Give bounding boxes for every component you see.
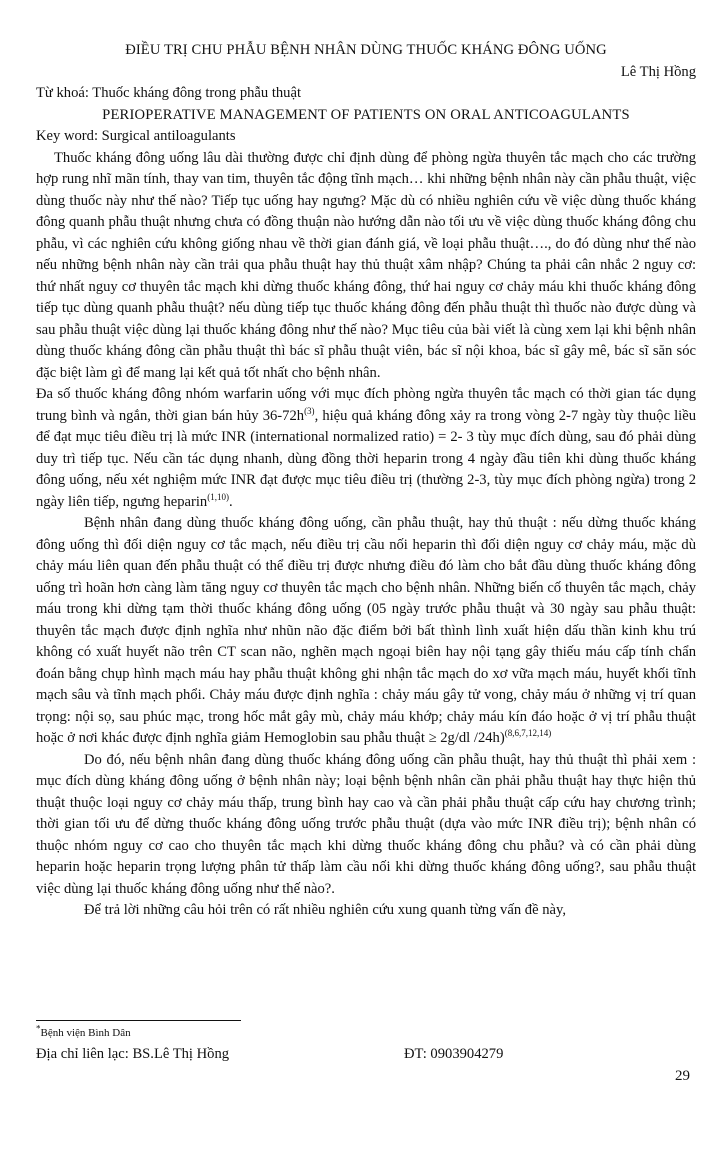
page-number: 29 (675, 1068, 690, 1084)
paragraph-warfarin-end: . (228, 493, 233, 510)
footnote-divider (36, 1020, 241, 1021)
citation-3: (3) (304, 405, 315, 416)
keywords-english: Key word: Surgical antiloagulants (36, 128, 236, 144)
contact-address: Địa chỉ liên lạc: BS.Lê Thị Hồng (36, 1046, 230, 1062)
footnote-marker: * (36, 1023, 41, 1034)
paragraph-warfarin (36, 384, 696, 513)
contact-phone: ĐT: 0903904279 (404, 1046, 504, 1062)
english-title: PERIOPERATIVE MANAGEMENT OF PATIENTS ON ORAL ANTICOAGULANTS (102, 106, 630, 123)
article (36, 40, 696, 922)
paragraph-answers: Để trả lời những câu hỏi trên có rất nhiều nghiên cứu xung quanh từng vấn đề này, (84, 902, 566, 918)
paragraph-risks-text: Bệnh nhân đang dùng thuốc kháng đông uống, cần phẫu thuật, hay thủ thuật : nếu dừng thuốc kháng đông uống thì đối diện nguy cơ tắc mạch, nếu điều trị cầu nối heparin thì đối diện nguy cơ chảy máu, mặc dù chảy máu liên quan đến phẫu thuật có thể điều trị được nhưng điều đó làm cho bắt đầu dùng thuốc kháng đông uống trì hoãn hơn càng làm tăng nguy cơ thuyên tắc mạch cho bệnh nhân. Những biến cố thuyên tắc mạch, chảy máu trong khi dừng tạm thời thuốc kháng đông uống (05 ngày trước phẫu thuật và 30 ngày sau phẫu thuật: thuyên tắc mạch được định nghĩa như nhũn não đặc điểm bởi bất thình lình xuất hiện dấu thần kinh khu trú không có xuất huyết não trên CT scan não, nghẽn mạch ngoại biên hay nội tạng gây thiếu máu cấp tính chẩn đoán bằng chụp hình mạch máu hay phẫu thuật không ghi nhận tắc mạch do xơ vữa mạch máu, huyết khối tĩnh mạch sâu và tĩnh mạch phổi. Chảy máu được định nghĩa : chảy máu gây tử vong, chảy máu ở những vị trí quan trọng: nội sọ, sau phúc mạc, trong hốc mắt gây mù, chảy máu khớp; chảy máu kín đáo hoặc ở vị trí phẫu thuật hoặc ở nơi khác được định nghĩa giảm Hemoglobin sau phẫu thuật ≥ 2g/dl /24h) (36, 515, 696, 746)
paragraph-risks (36, 513, 696, 750)
author-name: Lê Thị Hồng (620, 63, 696, 80)
footnote-text: Bệnh viện Bình Dân (40, 1027, 131, 1039)
citation-8-6-7-12-14: (8,6,7,12,14) (504, 728, 552, 739)
paragraph-considerations: Do đó, nếu bệnh nhân đang dùng thuốc kháng đông uống cần phẫu thuật, hay thủ thuật thì phải xem : mục đích dùng kháng đông uống ở bệnh nhân này; loại bệnh bệnh nhân cần phải phẫu thuật hay thực hiện thủ thuật thuộc loại nguy cơ chảy máu thấp, trung bình hay cao và cần phải phẫu thuật cấp cứu hay chương trình; thời gian tối ưu để dừng thuốc kháng đông uống trước phẫu thuật (dựa vào mức INR điều trị); bệnh nhân có thuộc nhóm nguy cơ cao cho thuyên tắc mạch khi dừng thuốc kháng đông chu phẫu? và có cần phải dùng heparin hoặc heparin trọng lượng phân tử thấp làm cầu nối khi dừng thuốc kháng đông uống?, sau phẫu thuật việc dùng lại thuốc kháng đông uống như thế nào?. (36, 751, 696, 897)
keywords-vietnamese: Từ khoá: Thuốc kháng đông trong phẫu thuật (36, 85, 302, 101)
citation-1-10: (1,10) (207, 491, 229, 502)
paragraph-intro: Thuốc kháng đông uống lâu dài thường được chỉ định dùng để phòng ngừa thuyên tắc mạch cho các trường hợp rung nhĩ mãn tính, thay van tim, thuyên tắc động tĩnh mạch… khi những bệnh nhân này cần phẫu thuật, việc dùng thuốc này như thế nào? Tiếp tục uống hay ngưng? Mặc dù có nhiều nghiên cứu về việc dùng thuốc kháng đông quanh phẫu thuật nhưng chưa có đồng thuận nào hướng dẫn nào tối ưu về việc dùng thuốc kháng đông chu phẫu, vì các nghiên cứu không giống nhau về thời gian đánh giá, về loại phẫu thuật…., do đó dùng như thế nào nếu những bệnh nhân này cần trải qua phẫu thuật hay thủ thuật xâm nhập? Chúng ta phải cân nhắc 2 nguy cơ: thứ nhất nguy cơ thuyên tắc mạch khi dừng thuốc kháng đông, thứ hai nguy cơ chảy máu khi thuốc kháng đông tiếp tục dùng quanh phẫu thuật? nếu dùng tiếp tục thuốc kháng đông đến phẫu thuật thì thuốc nào được dùng và sau phẫu thuật việc dùng lại thuốc kháng đông như thế nào? Mục tiêu của bài viết là cùng xem lại khi bệnh nhân dùng thuốc kháng đông cần phẫu thuật thì bác sĩ phẫu thuật viên, bác sĩ nội khoa, bác sĩ gây mê, bác sĩ săn sóc đặc biệt làm gì để mang lại kết quả tốt nhất cho bệnh nhân. (36, 149, 696, 381)
footnote (36, 1023, 131, 1039)
contact-line (36, 1046, 696, 1063)
article-title: ĐIỀU TRỊ CHU PHẪU BỆNH NHÂN DÙNG THUỐC KHÁNG ĐÔNG UỐNG (125, 42, 607, 58)
paragraph-warfarin-text-1: Đa số thuốc kháng đông nhóm warfarin uống với mục đích phòng ngừa thuyên tắc mạch có thời gian tác dụng trung bình và ngắn, thời gian bán hủy 36-72h (36, 386, 696, 424)
paragraph-warfarin-text-2: , hiệu quả kháng đông xảy ra trong vòng 2-7 ngày tùy thuộc liều để đạt mục tiêu điều trị là mức INR (international normalized ratio) = 2- 3 tùy mục đích dùng, sau đó phải dùng duy trì tiếp tục. Nếu cần tác dụng nhanh, dùng đồng thời heparin trong 4 ngày đầu tiên khi dùng thuốc kháng đông uống, nếu xét nghiệm mức INR đạt được mục tiêu điều trị (thường 2-3, tùy mục đích phòng ngừa) trong 2 ngày liên tiếp, ngưng heparin (36, 407, 696, 510)
